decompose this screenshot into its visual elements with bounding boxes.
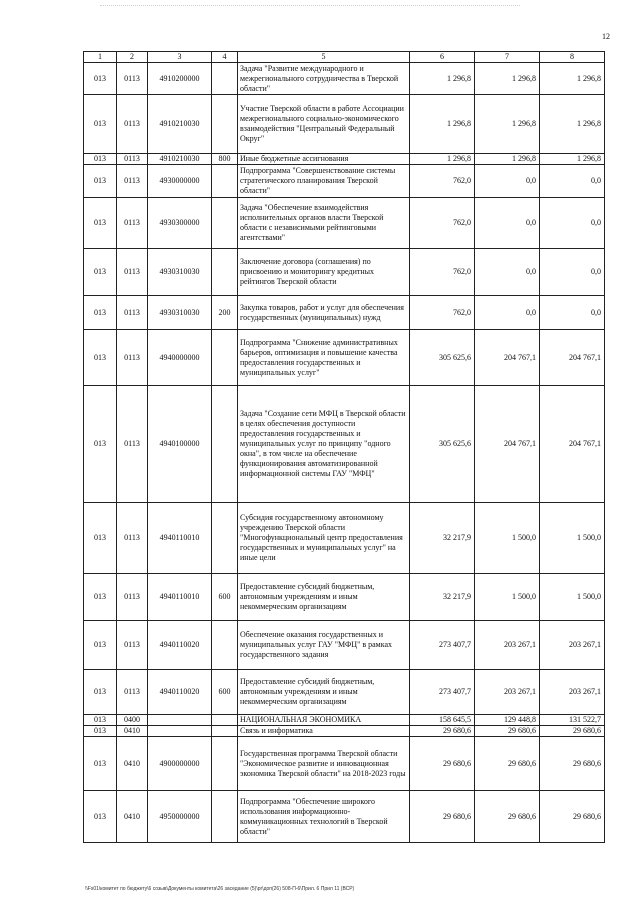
section-code: 0113 (117, 154, 148, 165)
section-code: 0113 (117, 249, 148, 296)
department-code: 013 (84, 737, 117, 791)
amount-col-6: 1 296,8 (410, 63, 475, 95)
department-code: 013 (84, 670, 117, 715)
target-article-code: 4950000000 (148, 791, 212, 843)
item-name: Подпрограмма "Снижение административных барьеров, оптимизация и повышение качества предоставления государственных и муниципальных услуг" (238, 330, 410, 386)
amount-col-7: 0,0 (475, 198, 540, 249)
target-article-code: 4900000000 (148, 737, 212, 791)
amount-col-6: 762,0 (410, 165, 475, 198)
header-row (84, 52, 605, 63)
table-row (84, 503, 605, 574)
amount-col-7: 0,0 (475, 165, 540, 198)
department-code: 013 (84, 726, 117, 737)
target-article-code: 4910210030 (148, 95, 212, 154)
section-code: 0410 (117, 791, 148, 843)
item-name: Задача "Создание сети МФЦ в Тверской области в целях обеспечения доступности предоставления государственных и муниципальных услуг по принципу "одного окна", в том числе на обеспечение функционирования автоматизированной информационной системы ГАУ "МФЦ" (238, 386, 410, 503)
item-name: НАЦИОНАЛЬНАЯ ЭКОНОМИКА (238, 715, 410, 726)
department-code: 013 (84, 386, 117, 503)
item-name: Подпрограмма "Обеспечение широкого использования информационно-коммуникационных технологий в Тверской области" (238, 791, 410, 843)
item-name: Подпрограмма "Совершенствование системы стратегического планирования Тверской области" (238, 165, 410, 198)
target-article-code: 4930000000 (148, 165, 212, 198)
amount-col-8: 1 296,8 (540, 154, 605, 165)
department-code: 013 (84, 95, 117, 154)
section-code: 0410 (117, 737, 148, 791)
expense-type-code (212, 330, 238, 386)
amount-col-8: 204 767,1 (540, 386, 605, 503)
department-code: 013 (84, 249, 117, 296)
amount-col-6: 32 217,9 (410, 574, 475, 621)
target-article-code (148, 726, 212, 737)
table-row (84, 296, 605, 330)
department-code: 013 (84, 154, 117, 165)
table-row (84, 386, 605, 503)
target-article-code: 4940100000 (148, 386, 212, 503)
amount-col-6: 305 625,6 (410, 386, 475, 503)
amount-col-7: 29 680,6 (475, 737, 540, 791)
amount-col-6: 29 680,6 (410, 737, 475, 791)
expense-type-code (212, 386, 238, 503)
amount-col-8: 204 767,1 (540, 330, 605, 386)
target-article-code: 4940000000 (148, 330, 212, 386)
department-code: 013 (84, 715, 117, 726)
amount-col-6: 273 407,7 (410, 621, 475, 670)
amount-col-7: 203 267,1 (475, 670, 540, 715)
header-cell-8: 8 (540, 52, 605, 63)
section-code: 0410 (117, 726, 148, 737)
amount-col-8: 203 267,1 (540, 621, 605, 670)
table-row (84, 791, 605, 843)
expense-type-code (212, 726, 238, 737)
amount-col-8: 1 500,0 (540, 503, 605, 574)
amount-col-8: 29 680,6 (540, 737, 605, 791)
amount-col-6: 29 680,6 (410, 726, 475, 737)
department-code: 013 (84, 503, 117, 574)
table-row (84, 198, 605, 249)
expense-type-code (212, 249, 238, 296)
expense-type-code (212, 165, 238, 198)
item-name: Предоставление субсидий бюджетным, автономным учреждениям и иным некоммерческим организациям (238, 670, 410, 715)
target-article-code: 4910200000 (148, 63, 212, 95)
section-code: 0113 (117, 296, 148, 330)
amount-col-7: 0,0 (475, 249, 540, 296)
target-article-code (148, 715, 212, 726)
table-row (84, 621, 605, 670)
section-code: 0400 (117, 715, 148, 726)
section-code: 0113 (117, 198, 148, 249)
target-article-code: 4930300000 (148, 198, 212, 249)
amount-col-6: 158 645,5 (410, 715, 475, 726)
scan-artifact-line (100, 5, 520, 7)
target-article-code: 4940110010 (148, 503, 212, 574)
item-name: Задача "Развитие международного и межрегионального сотрудничества в Тверской области" (238, 63, 410, 95)
amount-col-7: 1 500,0 (475, 574, 540, 621)
file-path-footer: \\Fs01\комитет по бюджету\6 созыв\Документы комитета\26 заседание (5)\pr\доп(26) 508-П-6\Прил. 6 Прил 11 (ВСР) (85, 886, 355, 892)
expense-type-code: 800 (212, 154, 238, 165)
expense-type-code (212, 621, 238, 670)
budget-table (83, 51, 605, 843)
table-row (84, 715, 605, 726)
table-row (84, 95, 605, 154)
section-code: 0113 (117, 330, 148, 386)
amount-col-6: 1 296,8 (410, 154, 475, 165)
amount-col-6: 32 217,9 (410, 503, 475, 574)
amount-col-7: 1 296,8 (475, 63, 540, 95)
section-code: 0113 (117, 95, 148, 154)
department-code: 013 (84, 198, 117, 249)
header-cell-4: 4 (212, 52, 238, 63)
amount-col-8: 1 296,8 (540, 95, 605, 154)
amount-col-8: 203 267,1 (540, 670, 605, 715)
amount-col-6: 29 680,6 (410, 791, 475, 843)
table-row (84, 154, 605, 165)
target-article-code: 4940110020 (148, 621, 212, 670)
amount-col-8: 0,0 (540, 249, 605, 296)
item-name: Участие Тверской области в работе Ассоциации межрегионального социально-экономического взаимодействия "Центральный Федеральный Округ" (238, 95, 410, 154)
amount-col-8: 29 680,6 (540, 726, 605, 737)
expense-type-code (212, 737, 238, 791)
amount-col-6: 762,0 (410, 296, 475, 330)
target-article-code: 4930310030 (148, 296, 212, 330)
section-code: 0113 (117, 165, 148, 198)
expense-type-code (212, 95, 238, 154)
table-row (84, 574, 605, 621)
amount-col-8: 1 296,8 (540, 63, 605, 95)
amount-col-7: 1 296,8 (475, 154, 540, 165)
header-cell-1: 1 (84, 52, 117, 63)
section-code: 0113 (117, 503, 148, 574)
table-row (84, 249, 605, 296)
department-code: 013 (84, 621, 117, 670)
expense-type-code (212, 63, 238, 95)
header-cell-5: 5 (238, 52, 410, 63)
expense-type-code (212, 198, 238, 249)
table-row (84, 165, 605, 198)
page-number: 12 (602, 32, 610, 41)
target-article-code: 4940110010 (148, 574, 212, 621)
amount-col-6: 1 296,8 (410, 95, 475, 154)
amount-col-8: 131 522,7 (540, 715, 605, 726)
amount-col-8: 0,0 (540, 296, 605, 330)
target-article-code: 4940110020 (148, 670, 212, 715)
amount-col-7: 129 448,8 (475, 715, 540, 726)
item-name: Иные бюджетные ассигнования (238, 154, 410, 165)
amount-col-6: 762,0 (410, 198, 475, 249)
header-cell-3: 3 (148, 52, 212, 63)
expense-type-code (212, 715, 238, 726)
section-code: 0113 (117, 670, 148, 715)
amount-col-7: 29 680,6 (475, 726, 540, 737)
expense-type-code: 600 (212, 574, 238, 621)
header-cell-6: 6 (410, 52, 475, 63)
amount-col-7: 1 296,8 (475, 95, 540, 154)
section-code: 0113 (117, 621, 148, 670)
amount-col-6: 305 625,6 (410, 330, 475, 386)
item-name: Задача "Обеспечение взаимодействия исполнительных органов власти Тверской области с независимыми рейтинговыми агентствами" (238, 198, 410, 249)
header-cell-2: 2 (117, 52, 148, 63)
amount-col-8: 1 500,0 (540, 574, 605, 621)
department-code: 013 (84, 63, 117, 95)
target-article-code: 4910210030 (148, 154, 212, 165)
amount-col-7: 29 680,6 (475, 791, 540, 843)
table-row (84, 737, 605, 791)
amount-col-6: 273 407,7 (410, 670, 475, 715)
expense-type-code (212, 791, 238, 843)
department-code: 013 (84, 165, 117, 198)
amount-col-7: 203 267,1 (475, 621, 540, 670)
item-name: Закупка товаров, работ и услуг для обеспечения государственных (муниципальных) нужд (238, 296, 410, 330)
department-code: 013 (84, 296, 117, 330)
table-row (84, 726, 605, 737)
expense-type-code: 200 (212, 296, 238, 330)
target-article-code: 4930310030 (148, 249, 212, 296)
table-row (84, 670, 605, 715)
section-code: 0113 (117, 574, 148, 621)
amount-col-7: 204 767,1 (475, 386, 540, 503)
header-cell-7: 7 (475, 52, 540, 63)
item-name: Обеспечение оказания государственных и муниципальных услуг ГАУ "МФЦ" в рамках государственного задания (238, 621, 410, 670)
amount-col-7: 0,0 (475, 296, 540, 330)
amount-col-8: 0,0 (540, 198, 605, 249)
item-name: Связь и информатика (238, 726, 410, 737)
expense-type-code: 600 (212, 670, 238, 715)
item-name: Предоставление субсидий бюджетным, автономным учреждениям и иным некоммерческим организациям (238, 574, 410, 621)
table-row (84, 330, 605, 386)
amount-col-7: 1 500,0 (475, 503, 540, 574)
department-code: 013 (84, 574, 117, 621)
amount-col-8: 29 680,6 (540, 791, 605, 843)
section-code: 0113 (117, 63, 148, 95)
table-row (84, 63, 605, 95)
item-name: Заключение договора (соглашения) по присвоению и мониторингу кредитных рейтингов Тверской области (238, 249, 410, 296)
department-code: 013 (84, 791, 117, 843)
section-code: 0113 (117, 386, 148, 503)
amount-col-8: 0,0 (540, 165, 605, 198)
item-name: Субсидия государственному автономному учреждению Тверской области "Многофункциональный центр предоставления государственных и муниципальных услуг" на иные цели (238, 503, 410, 574)
amount-col-6: 762,0 (410, 249, 475, 296)
item-name: Государственная программа Тверской области "Экономическое развитие и инновационная экономика Тверской области" на 2018-2023 годы (238, 737, 410, 791)
amount-col-7: 204 767,1 (475, 330, 540, 386)
department-code: 013 (84, 330, 117, 386)
expense-type-code (212, 503, 238, 574)
